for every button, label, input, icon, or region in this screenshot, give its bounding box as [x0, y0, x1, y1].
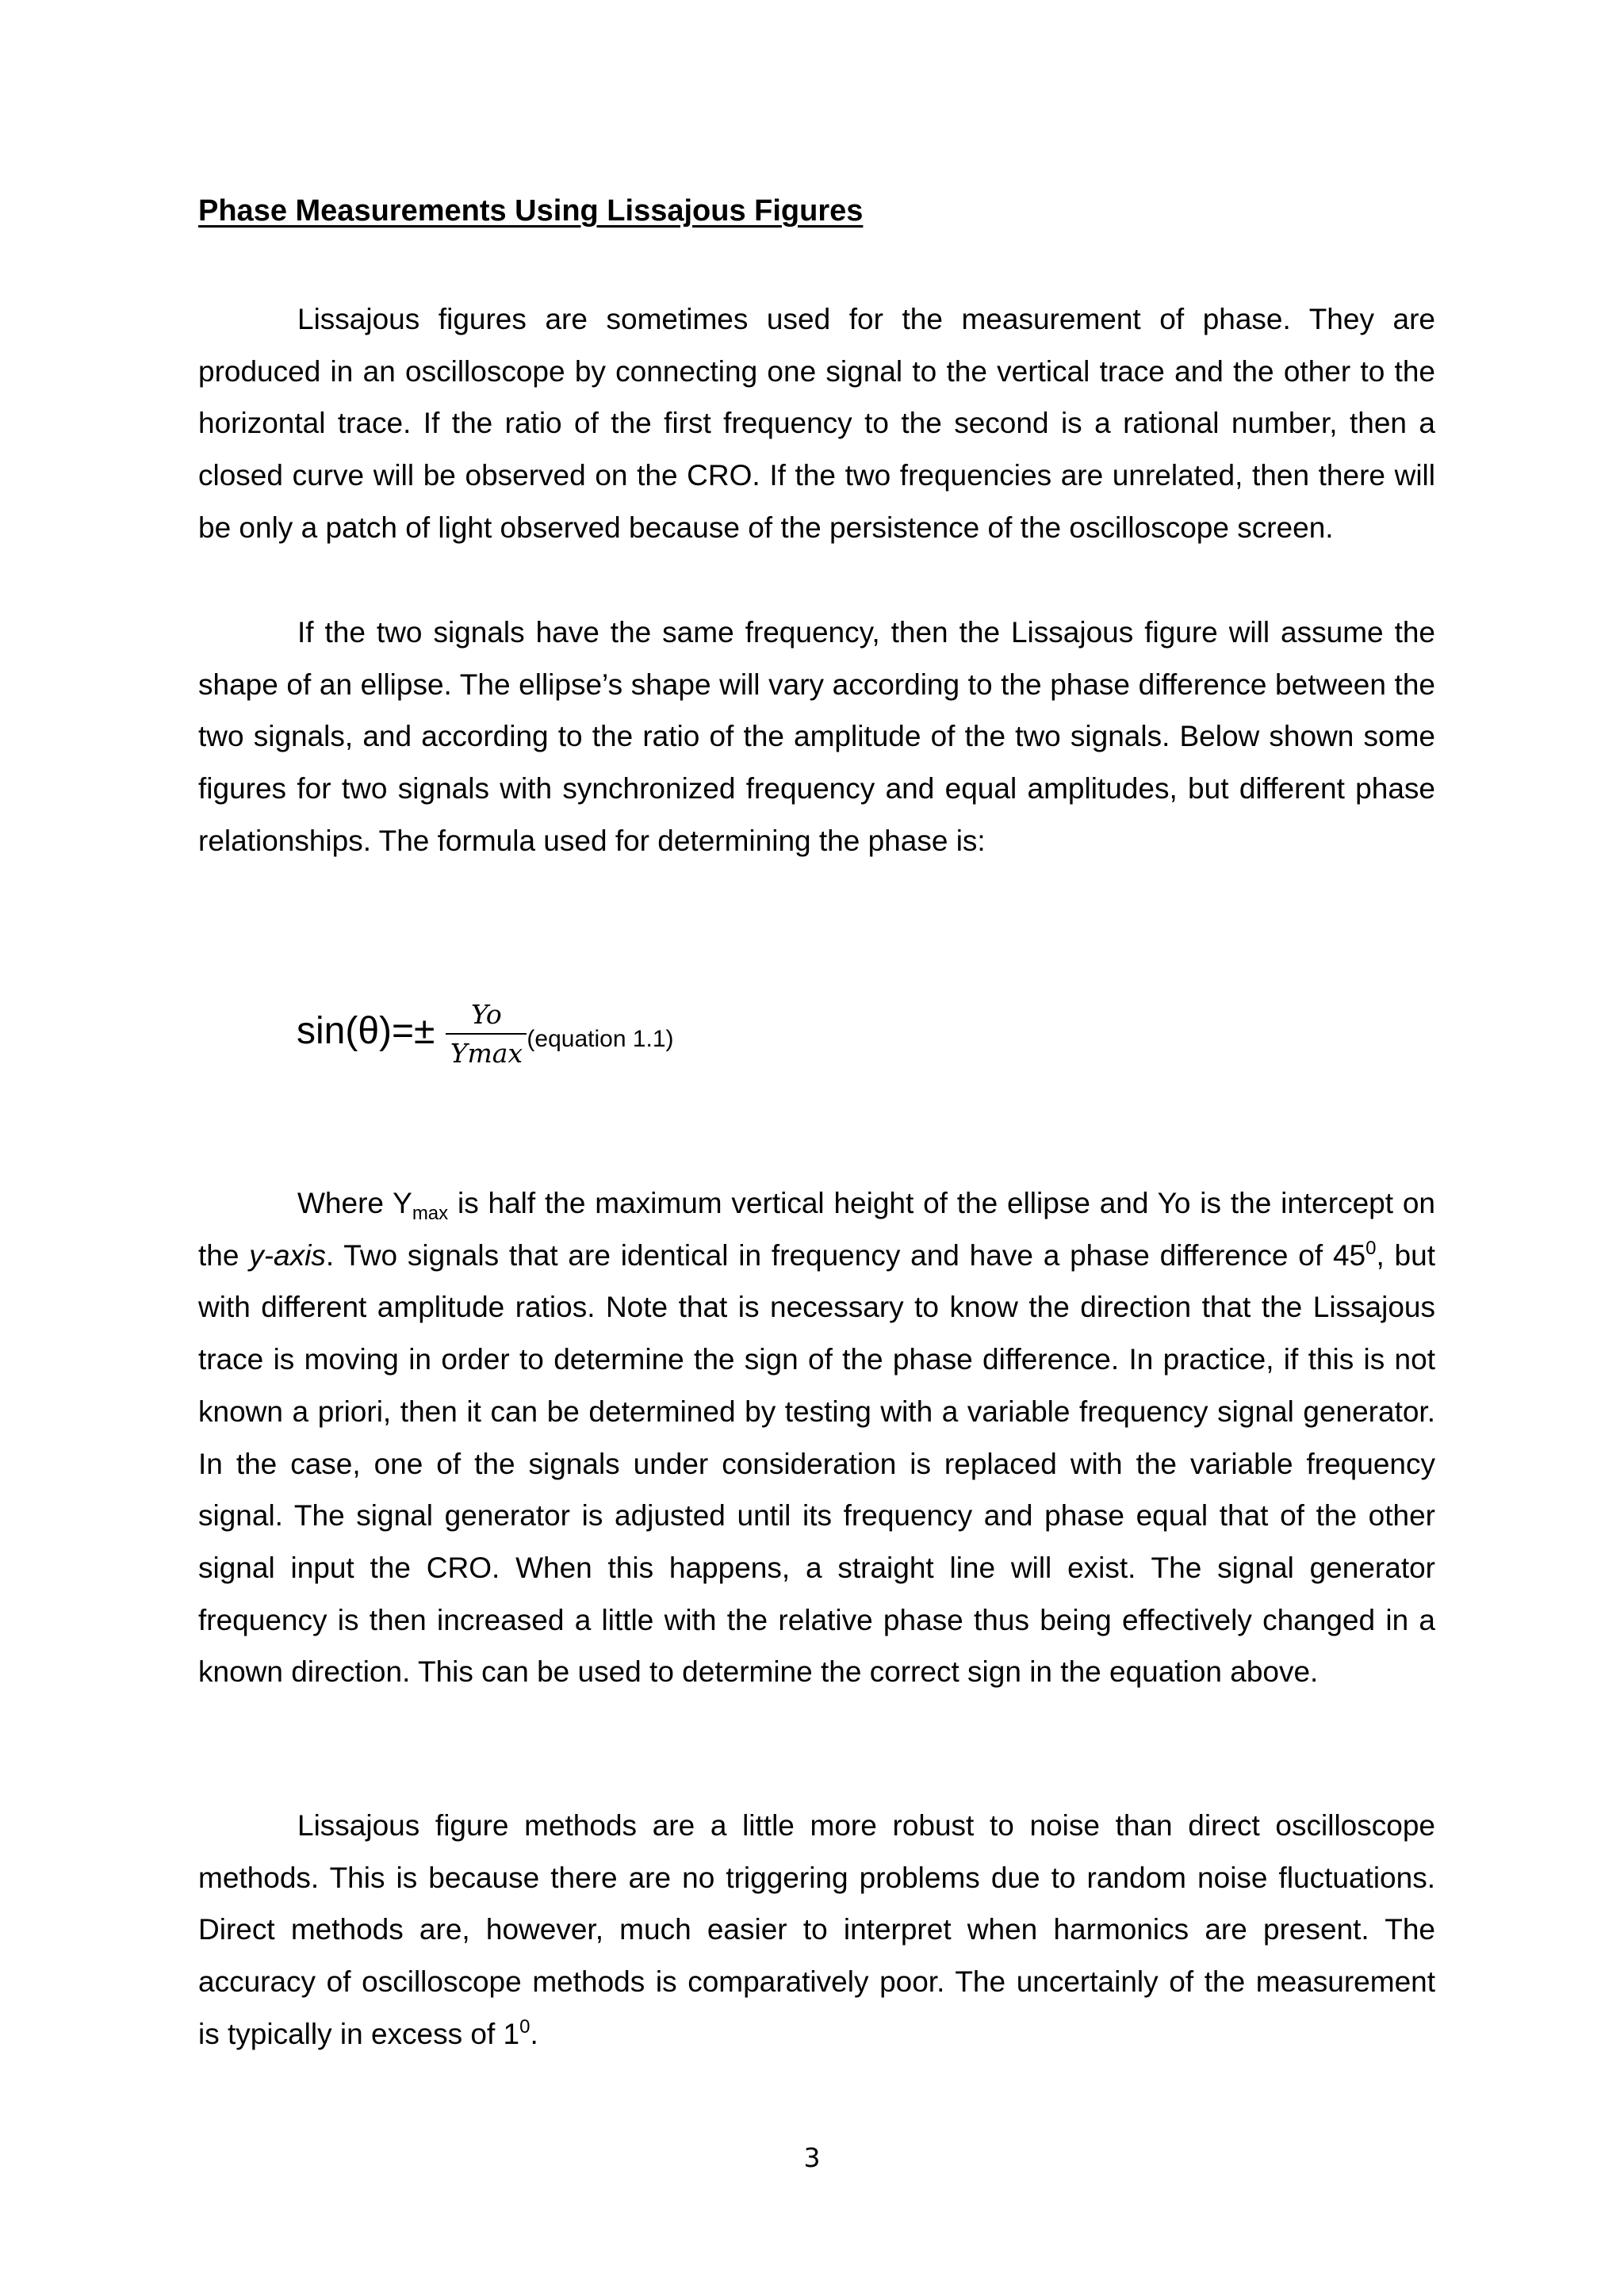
equation-numerator: Yo [446, 999, 527, 1035]
paragraph-intro: Lissajous figures are sometimes used for the measurement of phase. They are produced in an oscilloscope by connecting one signal to the vertical trace and the other to the horizontal trace. If the ratio of the first frequency to the second is a rational number, then a closed curve will be observed on the CRO. If the two frequencies are unrelated, then there will be only a patch of light observed because of the persistence of the oscilloscope screen. [198, 303, 1435, 544]
text-run: , but with different amplitude ratios. Note that is necessary to know the direction that the Lissajous trace is moving in order to determine the sign of the phase difference. In practice, if this is not known a priori, then it can be determined by testing with a variable frequency signal generator. In the case, one of the signals under consideration is replaced with the variable frequency signal. The signal generator is adjusted until its frequency and phase equal that of the other signal input the CRO. When this happens, a straight line will exist. The signal generator frequency is then increased a little with the relative phase thus being effectively changed in a known direction. This can be used to determine the correct sign in the equation above. [198, 1238, 1435, 1689]
superscript-degree: 0 [519, 2015, 530, 2038]
text-run: . Two signals that are identical in frequency and have a phase difference of 45 [325, 1238, 1366, 1272]
superscript-degree: 0 [1365, 1237, 1377, 1259]
text-run: . [530, 2017, 538, 2050]
equation-fraction [446, 999, 527, 1069]
subscript-max: max [412, 1203, 449, 1224]
equation-lhs: sin(θ)=± [297, 1009, 435, 1052]
equation-denominator: Ymax [450, 1038, 523, 1069]
text-run: is half the maximum vertical height of the ellipse and Yo is the intercept on the [198, 1187, 1435, 1272]
italic-y-axis: y-axis [249, 1238, 326, 1272]
equation-1-1 [297, 983, 674, 1078]
paragraph-robustness [198, 1800, 1435, 2061]
equation-label: (equation 1.1) [527, 1026, 674, 1052]
text-run: Lissajous figure methods are a little more robust to noise than direct oscilloscope methods. This is because there are no triggering problems due to random noise fluctuations. Direct methods are, however, much easier to interpret when harmonics are present. The accuracy of oscilloscope methods is comparatively poor. The uncertainly of the measurement is typically in excess of 1 [198, 1809, 1435, 2050]
page-number: 3 [803, 2142, 821, 2173]
section-title: Phase Measurements Using Lissajous Figures [198, 194, 864, 228]
paragraph-ymax [198, 1177, 1435, 1698]
paragraph-ellipse: If the two signals have the same frequency, then the Lissajous figure will assume the shape of an ellipse. The ellipse’s shape will vary according to the phase difference between the two signals, and according to the ratio of the amplitude of the two signals. Below shown some figures for two signals with synchronized frequency and equal amplitudes, but different phase relationships. The formula used for determining the phase is: [198, 616, 1435, 857]
text-run: Where Y [297, 1187, 412, 1219]
